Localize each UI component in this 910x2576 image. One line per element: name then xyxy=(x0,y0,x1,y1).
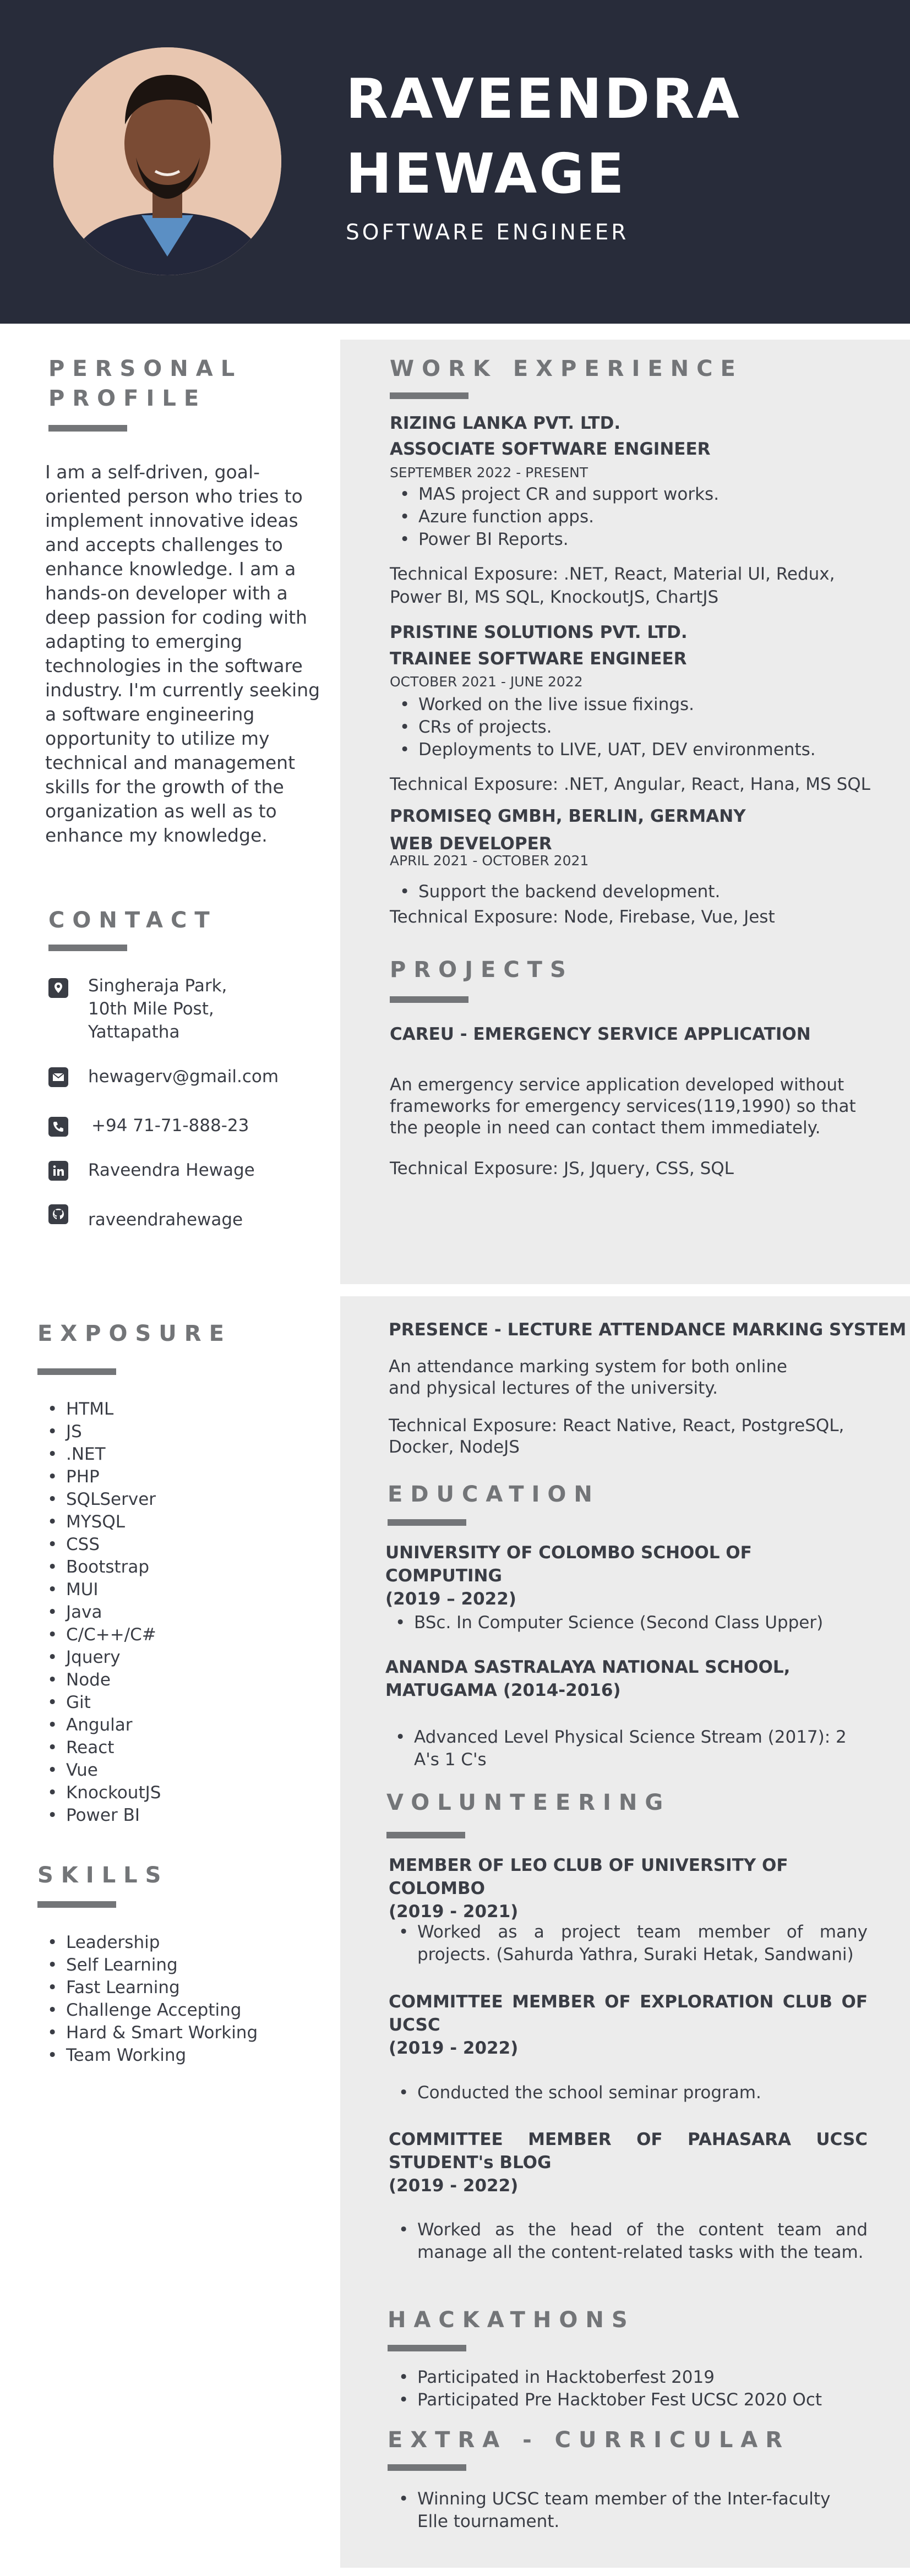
skills-heading-bar xyxy=(37,1901,116,1908)
skill-item: • Fast Learning xyxy=(37,1977,258,1999)
projects-heading-bar xyxy=(390,996,468,1003)
name-line-1: RAVEENDRA xyxy=(346,67,742,131)
exposure-list xyxy=(37,1398,161,1827)
candidate-name xyxy=(346,62,742,211)
extra-curricular-heading-bar xyxy=(388,2464,466,2471)
education-heading-bar xyxy=(388,1519,466,1526)
education-school-name: UNIVERSITY OF COLOMBO SCHOOL OF COMPUTING xyxy=(385,1543,752,1586)
volunteering-years: (2019 - 2021) xyxy=(389,1902,519,1922)
person-portrait-icon xyxy=(53,47,281,275)
job-title: SOFTWARE ENGINEER xyxy=(346,220,629,245)
project-tech-exposure: Technical Exposure: JS, Jquery, CSS, SQL xyxy=(390,1159,734,1178)
skill-item: • Self Learning xyxy=(37,1954,258,1977)
job-role: TRAINEE SOFTWARE ENGINEER xyxy=(390,649,687,669)
education-years: (2019 – 2022) xyxy=(385,1589,516,1609)
projects-heading: PROJECTS xyxy=(390,957,574,983)
extra-curricular-heading: EXTRA - CURRICULAR xyxy=(388,2427,791,2453)
exposure-item: • Jquery xyxy=(37,1646,161,1669)
contact-email[interactable]: hewagerv@gmail.com xyxy=(88,1067,279,1087)
hackathons-list xyxy=(389,2366,822,2411)
job-bullet: • Azure function apps. xyxy=(390,506,719,528)
exposure-item: • MYSQL xyxy=(37,1511,161,1533)
exposure-item: • JS xyxy=(37,1421,161,1443)
job-bullet: • Support the backend development. xyxy=(390,881,720,903)
job-bullet: • MAS project CR and support works. xyxy=(390,483,719,506)
volunteering-years: (2019 - 2022) xyxy=(389,2176,519,2196)
volunteering-heading-bar xyxy=(386,1832,465,1838)
volunteering-role xyxy=(389,1990,868,2060)
exposure-item: • KnockoutJS xyxy=(37,1782,161,1804)
skill-item: • Hard & Smart Working xyxy=(37,2022,258,2044)
education-heading: EDUCATION xyxy=(388,1482,600,1507)
envelope-icon xyxy=(48,1067,68,1087)
job-tech-exposure: Technical Exposure: Node, Firebase, Vue, Jest xyxy=(390,907,775,927)
profile-heading xyxy=(48,354,242,413)
job-company: PRISTINE SOLUTIONS PVT. LTD. xyxy=(390,623,688,642)
job-bullet: • Worked on the live issue fixings. xyxy=(390,694,816,716)
job-company: PROMISEQ GMBH, BERLIN, GERMANY xyxy=(390,806,746,826)
exposure-item: • CSS xyxy=(37,1533,161,1556)
address-line-2: 10th Mile Post, xyxy=(88,999,214,1019)
job-dates: APRIL 2021 - OCTOBER 2021 xyxy=(390,853,589,869)
job-company: RIZING LANKA PVT. LTD. xyxy=(390,413,621,433)
skill-item: • Challenge Accepting xyxy=(37,1999,258,2022)
exposure-item: • Angular xyxy=(37,1714,161,1737)
exposure-item: • React xyxy=(37,1737,161,1759)
volunteering-title: COMMITTEE MEMBER OF PAHASARA UCSC STUDENT's BLOG xyxy=(389,2130,868,2173)
exposure-item: • Power BI xyxy=(37,1804,161,1827)
skills-heading: SKILLS xyxy=(37,1863,169,1888)
job-bullet: • Deployments to LIVE, UAT, DEV environments. xyxy=(390,739,816,761)
volunteering-detail: • Worked as a project team member of many projects. (Sahurda Yathra, Suraki Hetak, Sandwani) xyxy=(389,1921,868,1966)
education-details xyxy=(385,1612,823,1634)
job-dates: OCTOBER 2021 - JUNE 2022 xyxy=(390,674,583,690)
job-tech-exposure: Technical Exposure: .NET, Angular, React, Hana, MS SQL xyxy=(390,774,870,794)
job-bullets xyxy=(390,694,816,761)
map-pin-icon xyxy=(48,978,68,998)
education-detail: • Advanced Level Physical Science Stream (2017): 2 A's 1 C's xyxy=(385,1726,870,1771)
hackathons-heading-bar xyxy=(388,2345,466,2351)
exposure-item: • Java xyxy=(37,1601,161,1624)
hackathon-item: • Participated in Hacktoberfest 2019 xyxy=(389,2366,822,2389)
github-icon xyxy=(48,1204,68,1224)
volunteering-role xyxy=(389,1854,868,1923)
profile-photo xyxy=(53,47,281,275)
project-title: PRESENCE - LECTURE ATTENDANCE MARKING SYSTEM xyxy=(389,1320,907,1340)
education-school: ANANDA SASTRALAYA NATIONAL SCHOOL, MATUGAMA (2014-2016) xyxy=(385,1657,791,1700)
hackathon-item: • Participated Pre Hacktober Fest UCSC 2020 Oct xyxy=(389,2389,822,2411)
exposure-item: • SQLServer xyxy=(37,1488,161,1511)
skills-list xyxy=(37,1931,258,2067)
exposure-item: • PHP xyxy=(37,1466,161,1488)
education-school xyxy=(385,1541,870,1611)
exposure-item: • Git xyxy=(37,1691,161,1714)
job-tech-exposure: Technical Exposure: .NET, React, Material UI, Redux, Power BI, MS SQL, KnockoutJS, ChartJS xyxy=(390,564,835,607)
job-role: ASSOCIATE SOFTWARE ENGINEER xyxy=(390,439,711,459)
project-tech-exposure: Technical Exposure: React Native, React, PostgreSQL, Docker, NodeJS xyxy=(389,1416,844,1457)
skill-item: • Leadership xyxy=(37,1931,258,1954)
contact-github[interactable]: raveendrahewage xyxy=(88,1210,243,1230)
work-heading: WORK EXPERIENCE xyxy=(390,356,743,381)
profile-heading-bar xyxy=(48,425,127,432)
volunteering-details xyxy=(389,1921,868,1966)
volunteering-role xyxy=(389,2128,868,2197)
volunteering-years: (2019 - 2022) xyxy=(389,2038,519,2058)
volunteering-details xyxy=(389,2219,868,2264)
exposure-item: • MUI xyxy=(37,1579,161,1601)
exposure-item: • HTML xyxy=(37,1398,161,1421)
phone-icon xyxy=(48,1117,68,1137)
exposure-item: • C/C++/C# xyxy=(37,1624,161,1646)
volunteering-details xyxy=(389,2082,868,2104)
volunteering-detail: • Worked as the head of the content team and manage all the content-related tasks with the team. xyxy=(389,2219,868,2264)
profile-summary: I am a self-driven, goal-oriented person who tries to implement innovative ideas and accepts challenges to enhance knowledge. I am a hands-on developer with a deep passion for coding with adapting to emerging technologies in the software industry. I'm currently seeking a software engineering opportunity to utilize my technical and management skills for the growth of the organization as well as to enhance my knowledge. xyxy=(45,461,320,846)
skill-item: • Team Working xyxy=(37,2044,258,2067)
exposure-heading: EXPOSURE xyxy=(37,1321,232,1346)
hackathons-heading: HACKATHONS xyxy=(388,2307,635,2333)
job-bullet: • Power BI Reports. xyxy=(390,528,719,551)
contact-address xyxy=(88,974,319,1044)
address-line-3: Yattapatha xyxy=(88,1022,180,1042)
education-details xyxy=(385,1726,870,1771)
exposure-item: • Node xyxy=(37,1669,161,1691)
education-detail: • BSc. In Computer Science (Second Class Upper) xyxy=(385,1612,823,1634)
extra-curricular-item: • Winning UCSC team member of the Inter-faculty Elle tournament. xyxy=(389,2488,862,2533)
volunteering-title: COMMITTEE MEMBER OF EXPLORATION CLUB OF UCSC xyxy=(389,1992,868,2035)
job-role: WEB DEVELOPER xyxy=(390,834,552,854)
project-description: An emergency service application developed without frameworks for emergency services(119,1990) so that the people in need can contact them immediately. xyxy=(390,1075,856,1138)
job-dates: SEPTEMBER 2022 - PRESENT xyxy=(390,465,588,481)
project-description: An attendance marking system for both online and physical lectures of the university. xyxy=(389,1357,787,1398)
exposure-item: • .NET xyxy=(37,1443,161,1466)
contact-heading-bar xyxy=(48,945,127,951)
resume-header xyxy=(0,0,910,324)
name-line-2: HEWAGE xyxy=(346,141,626,206)
work-heading-bar xyxy=(390,392,468,399)
address-line-1: Singheraja Park, xyxy=(88,976,227,996)
profile-heading-line-2: PROFILE xyxy=(48,386,207,411)
job-bullets xyxy=(390,483,719,551)
contact-phone[interactable]: +94 71-71-888-23 xyxy=(91,1116,249,1136)
profile-heading-line-1: PERSONAL xyxy=(48,356,243,381)
exposure-item: • Vue xyxy=(37,1759,161,1782)
volunteering-title: MEMBER OF LEO CLUB OF UNIVERSITY OF COLOMBO xyxy=(389,1855,788,1898)
exposure-heading-bar xyxy=(37,1368,116,1375)
contact-linkedin[interactable]: Raveendra Hewage xyxy=(88,1160,255,1180)
volunteering-heading: VOLUNTEERING xyxy=(386,1790,671,1815)
contact-heading: CONTACT xyxy=(48,908,217,933)
job-bullets xyxy=(390,881,720,903)
project-title: CAREU - EMERGENCY SERVICE APPLICATION xyxy=(390,1024,811,1044)
linkedin-icon xyxy=(48,1161,68,1181)
exposure-item: • Bootstrap xyxy=(37,1556,161,1579)
job-bullet: • CRs of projects. xyxy=(390,716,816,739)
extra-curricular-list xyxy=(389,2488,862,2533)
volunteering-detail: • Conducted the school seminar program. xyxy=(389,2082,868,2104)
